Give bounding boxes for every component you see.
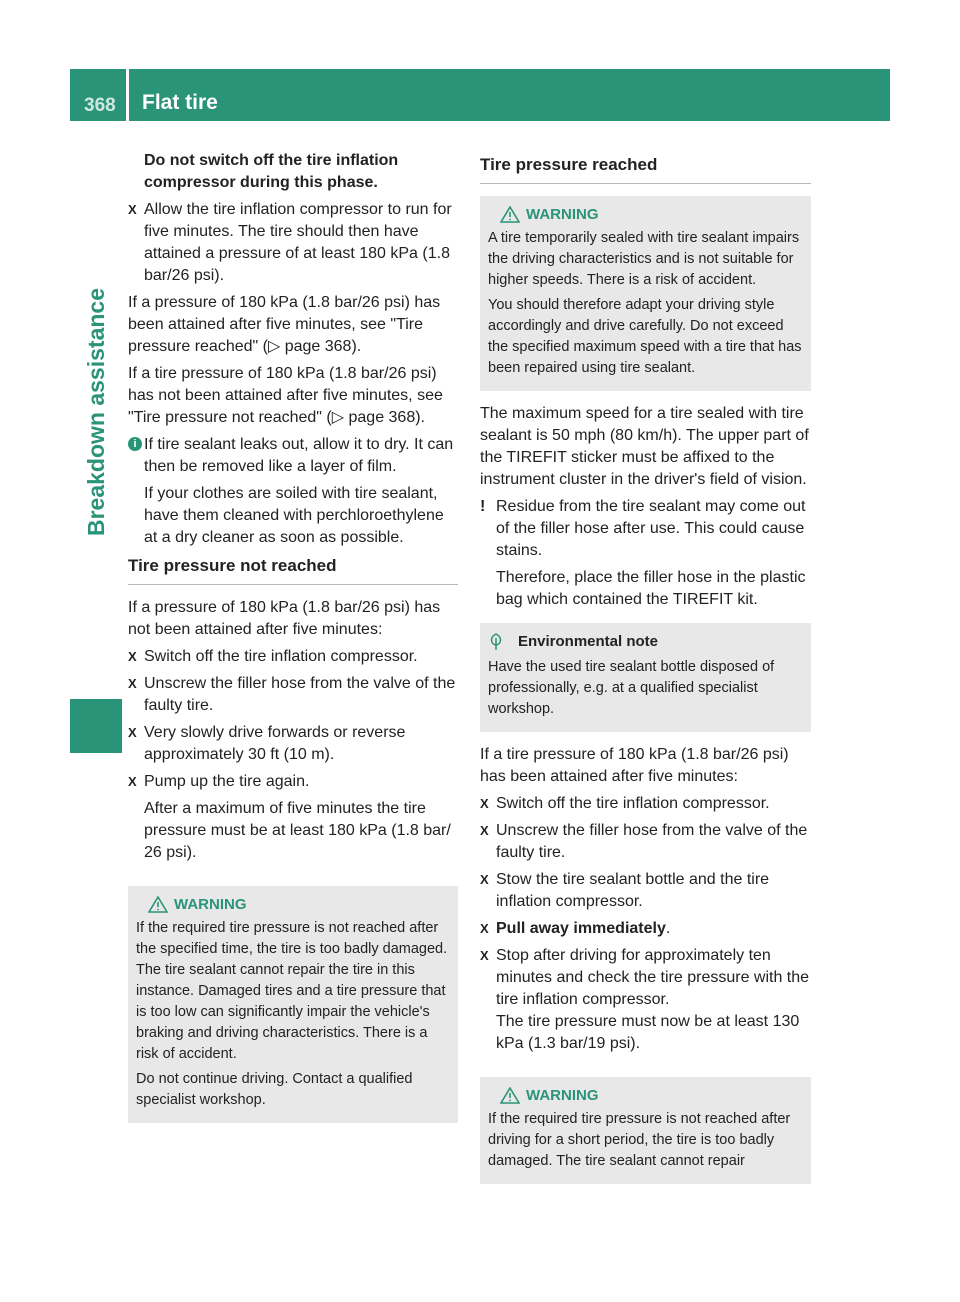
section-heading: Tire pressure reached <box>480 154 811 184</box>
step-text-bold: Pull away immediately <box>496 920 666 937</box>
environment-text: Have the used tire sealant bottle disposed of professionally, e.g. at a qualified specialist workshop. <box>488 659 775 717</box>
step-item <box>128 771 458 793</box>
warning-triangle-icon <box>500 206 520 223</box>
header-divider <box>126 69 129 121</box>
right-column <box>480 150 811 1184</box>
warning-triangle-icon <box>500 1087 520 1104</box>
step-text: Stop after driving for approximately ten minutes and check the tire pressure with the tire inflation compressor. <box>496 947 810 1008</box>
step-item <box>480 945 811 1011</box>
step-text: Very slowly drive forwards or reverse approximately 30 ft (10 m). <box>144 724 406 763</box>
leaf-icon <box>488 633 504 651</box>
step-text: Allow the tire inflation compressor to run for five minutes. The tire should then have attained a pressure of at least 180 kPa (1.8 bar/26 psi). <box>144 201 452 284</box>
warning-header <box>488 1085 803 1106</box>
warning-text: Do not continue driving. Contact a qualified specialist workshop. <box>136 1071 413 1108</box>
step-item <box>480 820 811 864</box>
step-item <box>128 199 458 287</box>
arrow-step-icon: X <box>128 725 137 740</box>
arrow-step-icon: X <box>128 676 137 691</box>
step-result: The tire pressure must now be at least 130 kPa (1.3 bar/19 psi). <box>496 1013 800 1052</box>
section-tab-marker <box>70 699 122 753</box>
info-note <box>128 434 458 549</box>
page-title: Flat tire <box>142 91 218 114</box>
page-header <box>70 69 890 121</box>
step-item <box>480 793 811 815</box>
warning-text: If the required tire pressure is not reached after driving for a short period, the tire is too badly damaged. The tire sealant cannot repair <box>488 1111 791 1169</box>
left-column <box>128 150 458 1123</box>
environment-label: Environmental note <box>518 633 659 650</box>
info-icon: i <box>128 437 142 451</box>
info-text: If tire sealant leaks out, allow it to dry. It can then be removed like a layer of film. <box>144 436 454 475</box>
warning-label: WARNING <box>174 896 247 913</box>
notice-text: Therefore, place the filler hose in the plastic bag which contained the TIREFIT kit. <box>496 569 806 608</box>
warning-box <box>480 1077 811 1184</box>
warning-text: If the required tire pressure is not reached after the specified time, the tire is too badly damaged. The tire sealant cannot repair the tire in this instance. Damaged tires and a tire pressure that is too low can significantly impair the vehicle's braking and driving characteristics. There is a risk of accident. <box>136 920 448 1062</box>
warning-label: WARNING <box>526 206 599 223</box>
warning-label: WARNING <box>526 1087 599 1104</box>
section-sidebar <box>70 121 122 699</box>
intro-bold: Do not switch off the tire inflation compressor during this phase. <box>144 152 399 191</box>
paragraph: The maximum speed for a tire sealed with tire sealant is 50 mph (80 km/h). The upper part of the TIREFIT sticker must be affixed to the instrument cluster in the driver's field of vision. <box>480 405 809 488</box>
arrow-step-icon: X <box>480 921 489 936</box>
paragraph: If a pressure of 180 kPa (1.8 bar/26 psi) has not been attained after five minutes: <box>128 599 441 638</box>
step-result: After a maximum of five minutes the tire pressure must be at least 180 kPa (1.8 bar/ 26 psi). <box>144 800 451 861</box>
paragraph: If a tire pressure of 180 kPa (1.8 bar/26 psi) has been attained after five minutes: <box>480 746 789 785</box>
arrow-step-icon: X <box>480 796 489 811</box>
step-text: Stow the tire sealant bottle and the tire inflation compressor. <box>496 871 770 910</box>
step-item <box>128 673 458 717</box>
arrow-step-icon: X <box>128 774 137 789</box>
warning-box <box>128 886 458 1123</box>
step-text: Switch off the tire inflation compressor. <box>496 795 770 812</box>
arrow-step-icon: X <box>128 202 137 217</box>
step-item <box>128 646 458 668</box>
arrow-step-icon: X <box>480 823 489 838</box>
paragraph: If a pressure of 180 kPa (1.8 bar/26 psi) has been attained after five minutes, see "Tire pressure reached" (▷ page 368). <box>128 294 441 355</box>
warning-triangle-icon <box>148 896 168 913</box>
exclamation-icon: ! <box>480 498 486 515</box>
step-item <box>480 918 811 940</box>
arrow-step-icon: X <box>480 948 489 963</box>
step-text: Pump up the tire again. <box>144 773 310 790</box>
environment-box <box>480 623 811 732</box>
notice-text: Residue from the tire sealant may come out of the filler hose after use. This could cause stains. <box>496 498 806 559</box>
step-text-suffix: . <box>665 920 671 937</box>
step-text: Unscrew the filler hose from the valve of the faulty tire. <box>144 675 456 714</box>
warning-header <box>136 894 450 915</box>
warning-box <box>480 196 811 391</box>
warning-text: A tire temporarily sealed with tire sealant impairs the driving characteristics and is not suitable for higher speeds. There is a risk of accident. <box>488 230 800 288</box>
arrow-step-icon: X <box>480 872 489 887</box>
notice-note <box>480 496 811 611</box>
page-number: 368 <box>84 95 116 116</box>
info-text: If your clothes are soiled with tire sealant, have them cleaned with perchloroethylene at a dry cleaner as soon as possible. <box>144 485 444 546</box>
step-text: Switch off the tire inflation compressor. <box>144 648 418 665</box>
warning-text: You should therefore adapt your driving style accordingly and drive carefully. Do not exceed the specified maximum speed with a tire that has been repaired using tire sealant. <box>488 297 802 376</box>
step-item <box>480 869 811 913</box>
paragraph: If a tire pressure of 180 kPa (1.8 bar/26 psi) has not been attained after five minutes, see "Tire pressure not reached" (▷ page 368). <box>128 365 443 426</box>
warning-header <box>488 204 803 225</box>
arrow-step-icon: X <box>128 649 137 664</box>
step-item <box>128 722 458 766</box>
section-label: Breakdown assistance <box>82 288 109 537</box>
step-text: Unscrew the filler hose from the valve of the faulty tire. <box>496 822 808 861</box>
environment-header <box>488 631 803 652</box>
section-heading: Tire pressure not reached <box>128 555 458 585</box>
